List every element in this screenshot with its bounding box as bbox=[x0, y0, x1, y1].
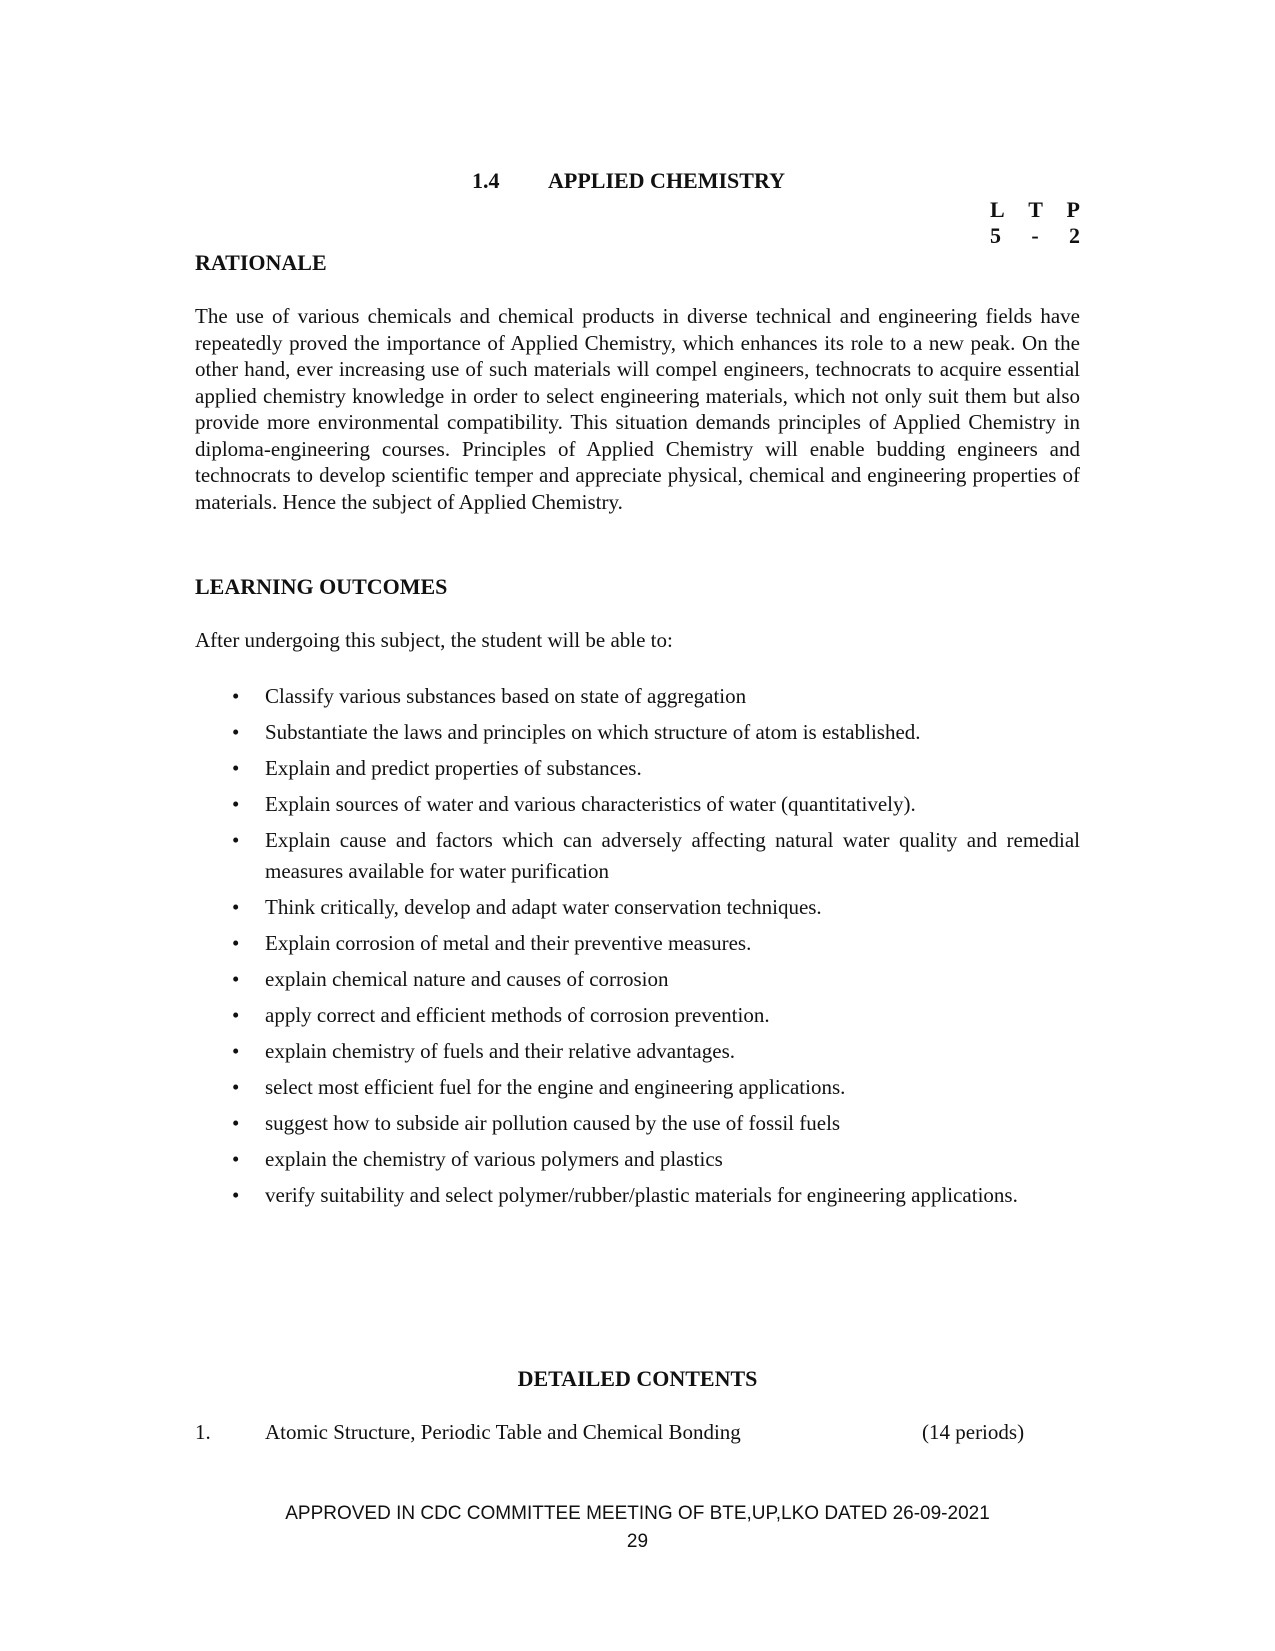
learning-outcome-text: explain chemical nature and causes of corrosion bbox=[265, 967, 669, 991]
content-item-periods: (14 periods) bbox=[922, 1420, 1025, 1444]
bullet-icon: • bbox=[232, 1075, 240, 1099]
content-item-title: Atomic Structure, Periodic Table and Chemical Bonding bbox=[265, 1420, 741, 1444]
learning-outcome-text: Think critically, develop and adapt water conservation techniques. bbox=[265, 895, 822, 919]
learning-outcome-text: explain chemistry of fuels and their relative advantages. bbox=[265, 1039, 735, 1063]
ltp-label-t: T bbox=[1028, 197, 1043, 222]
learning-outcome-text: verify suitability and select polymer/rubber/plastic materials for engineering applications. bbox=[265, 1183, 1018, 1207]
learning-outcomes-list bbox=[195, 681, 1080, 1216]
bullet-icon: • bbox=[232, 1183, 240, 1207]
learning-outcome-text: Explain cause and factors which can adversely affecting natural water quality and remedial measures available for water purification bbox=[265, 828, 1080, 883]
learning-outcome-text: suggest how to subside air pollution caused by the use of fossil fuels bbox=[265, 1111, 841, 1135]
learning-outcome-text: Substantiate the laws and principles on which structure of atom is established. bbox=[265, 720, 921, 744]
bullet-icon: • bbox=[232, 1039, 240, 1063]
rationale-paragraph: The use of various chemicals and chemical products in diverse technical and engineering fields have repeatedly proved the importance of Applied Chemistry, which enhances its role to a new peak. On the other hand, ever increasing use of such materials will compel engineers, technocrats to acquire essential applied chemistry knowledge in order to select engineering materials, which not only suit them but also provide more environmental compatibility. This situation demands principles of Applied Chemistry in diploma-engineering courses. Principles of Applied Chemistry will enable budding engineers and technocrats to develop scientific temper and appreciate physical, chemical and engineering properties of materials. Hence the subject of Applied Chemistry. bbox=[195, 304, 1080, 514]
learning-outcome-item bbox=[195, 964, 1080, 995]
ltp-value-p: 2 bbox=[1068, 223, 1080, 248]
bullet-icon: • bbox=[232, 895, 240, 919]
bullet-icon: • bbox=[232, 828, 240, 852]
ltp-values bbox=[990, 223, 1080, 249]
bullet-icon: • bbox=[232, 792, 240, 816]
bullet-icon: • bbox=[232, 931, 240, 955]
learning-outcome-text: explain the chemistry of various polymers and plastics bbox=[265, 1147, 723, 1171]
section-title: APPLIED CHEMISTRY bbox=[548, 168, 785, 193]
ltp-labels bbox=[990, 197, 1080, 223]
ltp-value-l: 5 bbox=[990, 223, 1001, 248]
bullet-icon: • bbox=[232, 1111, 240, 1135]
learning-outcome-item bbox=[195, 928, 1080, 959]
bullet-icon: • bbox=[232, 1003, 240, 1027]
bullet-icon: • bbox=[232, 684, 240, 708]
learning-outcome-item bbox=[195, 1000, 1080, 1031]
learning-outcome-item bbox=[195, 1072, 1080, 1103]
learning-outcome-item bbox=[195, 753, 1080, 784]
learning-outcome-text: select most efficient fuel for the engine and engineering applications. bbox=[265, 1075, 846, 1099]
ltp-label-p: P bbox=[1066, 197, 1080, 222]
learning-outcome-item bbox=[195, 1144, 1080, 1175]
ltp-label-l: L bbox=[990, 197, 1005, 222]
learning-outcome-text: Explain corrosion of metal and their preventive measures. bbox=[265, 931, 752, 955]
page-number: 29 bbox=[626, 1531, 649, 1552]
learning-outcome-item bbox=[195, 1180, 1080, 1211]
ltp-value-t: - bbox=[1031, 223, 1039, 248]
learning-outcome-text: apply correct and efficient methods of corrosion prevention. bbox=[265, 1003, 770, 1027]
bullet-icon: • bbox=[232, 720, 240, 744]
detailed-contents-heading: DETAILED CONTENTS bbox=[517, 1366, 758, 1391]
bullet-icon: • bbox=[232, 1147, 240, 1171]
learning-outcome-item bbox=[195, 825, 1080, 887]
learning-outcome-text: Explain and predict properties of substances. bbox=[265, 756, 642, 780]
learning-outcomes-intro: After undergoing this subject, the student will be able to: bbox=[195, 628, 673, 652]
content-item-number: 1. bbox=[195, 1420, 211, 1444]
learning-outcome-item bbox=[195, 1108, 1080, 1139]
learning-outcome-item bbox=[195, 717, 1080, 748]
bullet-icon: • bbox=[232, 967, 240, 991]
rationale-heading: RATIONALE bbox=[195, 250, 327, 275]
footer-approval-note: APPROVED IN CDC COMMITTEE MEETING OF BTE,UP,LKO DATED 26-09-2021 bbox=[285, 1503, 990, 1524]
learning-outcome-item bbox=[195, 1036, 1080, 1067]
bullet-icon: • bbox=[232, 756, 240, 780]
learning-outcome-text: Classify various substances based on state of aggregation bbox=[265, 684, 747, 708]
learning-outcomes-heading: LEARNING OUTCOMES bbox=[195, 574, 448, 599]
learning-outcome-text: Explain sources of water and various characteristics of water (quantitatively). bbox=[265, 792, 916, 816]
learning-outcome-item bbox=[195, 892, 1080, 923]
learning-outcome-item bbox=[195, 789, 1080, 820]
section-number: 1.4 bbox=[472, 168, 500, 193]
learning-outcome-item bbox=[195, 681, 1080, 712]
